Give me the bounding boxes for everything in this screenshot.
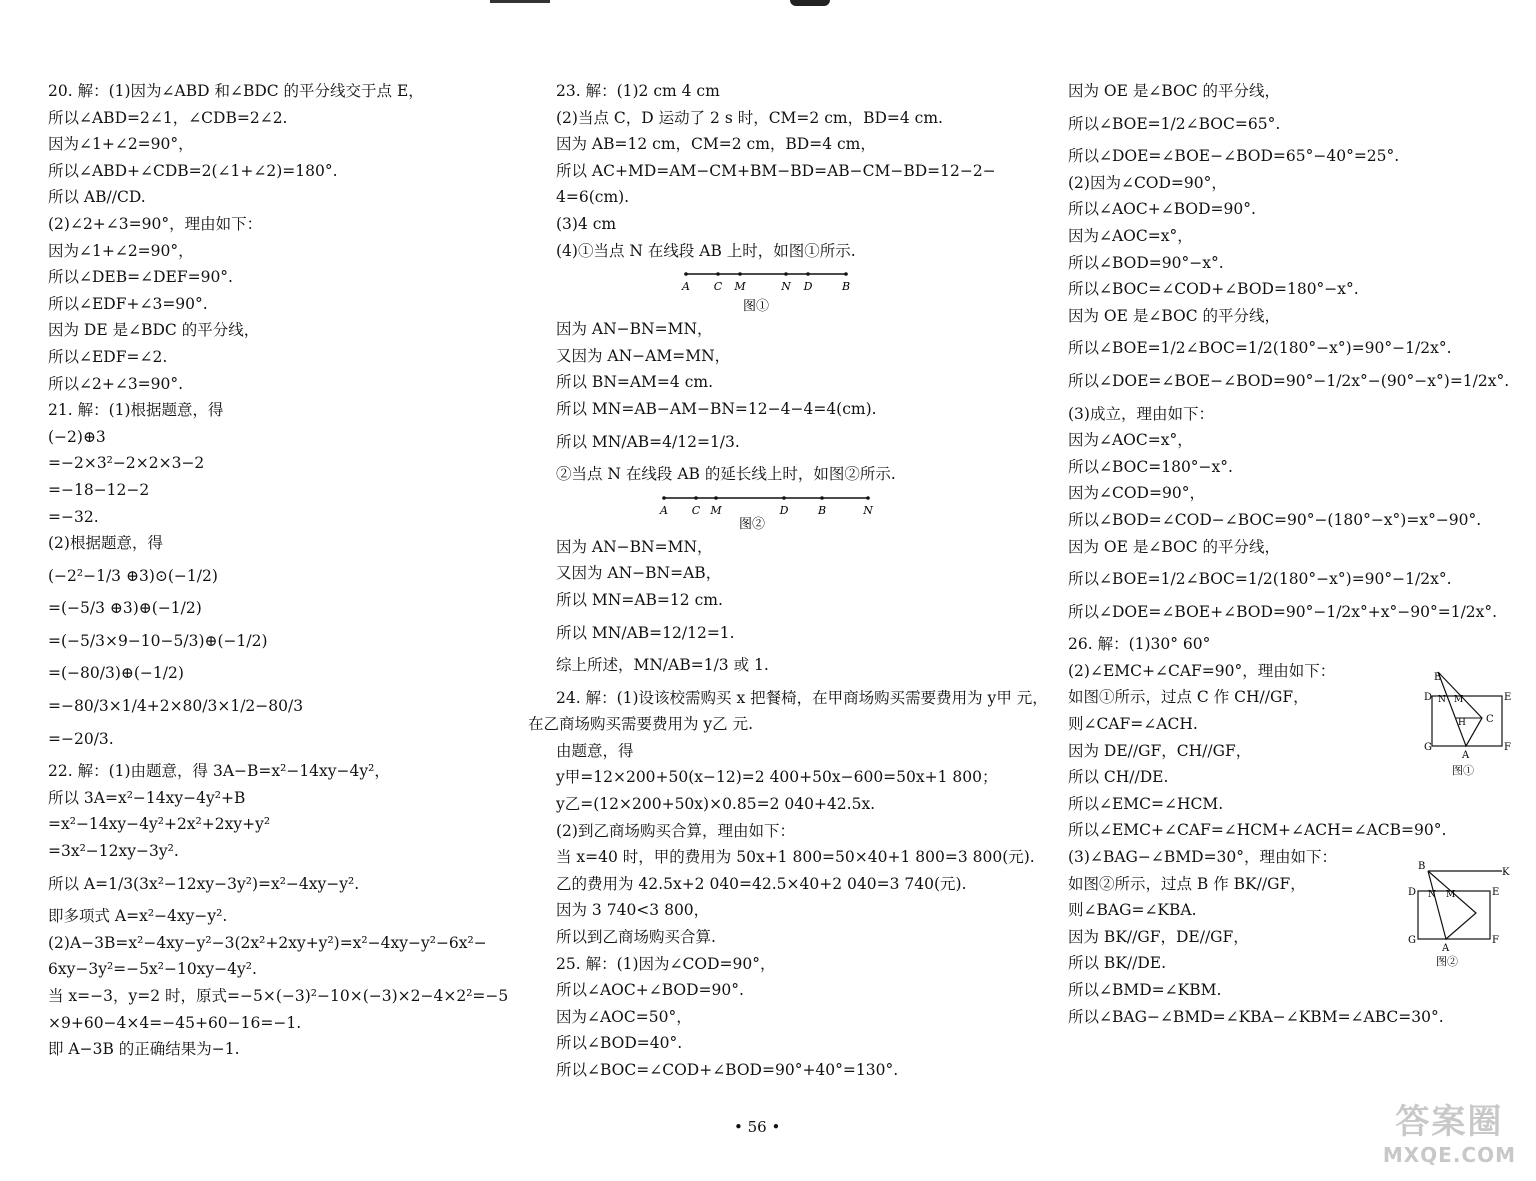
text-line: 6xy−3y²=−5x²−10xy−4y². (48, 960, 257, 979)
segment-point (866, 496, 870, 500)
text-line: 因为 DE 是∠BDC 的平分线， (48, 321, 260, 340)
text-line: =(−5/3 ⊕3)⊕(−1/2) (48, 599, 202, 618)
segment-figure-1-svg (556, 264, 1016, 316)
text-line: 所以∠EMC=∠HCM. (1068, 794, 1224, 813)
text-line: 所以 3A=x²−14xy−4y²+B (48, 788, 246, 807)
segment-point (820, 496, 824, 500)
figure-label: F (1504, 742, 1511, 754)
segment-point-label: C (713, 280, 723, 294)
top-scan-mark-center (790, 0, 830, 6)
text-line: 因为 AN−BN=MN， (556, 320, 713, 339)
text-line: 所以 MN/AB=4/12=1/3. (556, 432, 740, 451)
text-line: 因为∠AOC=x°， (1068, 226, 1193, 245)
text-line: 因为 AN−BN=MN， (556, 537, 713, 556)
figure-line (1466, 718, 1482, 746)
text-line: 24. 解：(1)设该校需购买 x 把餐椅，在甲商场购买需要费用为 y甲 元， (556, 688, 1048, 707)
figure-label: A (1462, 750, 1470, 762)
segment-point (738, 272, 742, 276)
figure-label: B (1418, 860, 1426, 872)
text-line: (3)成立，理由如下： (1068, 404, 1214, 423)
text-line: 则∠CAF=∠ACH. (1068, 715, 1198, 734)
q26-part2-block (1068, 672, 1512, 817)
segment-point (782, 496, 786, 500)
segment-point-label: D (803, 280, 813, 294)
figure-label: N (1428, 889, 1436, 900)
text-line: =−2×3²−2×2×3−2 (48, 454, 205, 473)
watermark (1383, 1094, 1516, 1167)
segment-point-label: M (710, 503, 722, 517)
column-2 (528, 78, 1048, 1084)
text-line: 因为 DE//GF，CH//GF， (1068, 741, 1252, 760)
text-line: y乙=(12×200+50x)×0.85=2 040+42.5x. (556, 795, 876, 814)
text-line: 所以 MN=AB−AM−BN=12−4−4=4(cm). (556, 399, 877, 418)
watermark-site: MXQE.COM (1382, 1143, 1516, 1167)
figure-label: F (1492, 934, 1499, 946)
segment-point (684, 272, 688, 276)
segment-point-label: C (691, 503, 701, 517)
text-line: (3)4 cm (556, 214, 617, 233)
text-line: 25. 解：(1)因为∠COD=90°， (556, 954, 776, 973)
text-line: ×9+60−4×4=−45+60−16=−1. (48, 1013, 302, 1032)
text-line: 23. 解：(1)2 cm 4 cm (556, 82, 720, 100)
text-line: 因为∠COD=90°， (1068, 484, 1205, 503)
text-line: 又因为 AN−AM=MN， (556, 346, 731, 365)
text-line: 所以∠BOD=∠COD−∠BOC=90°−(180°−x°)=x°−90°. (1068, 510, 1482, 529)
segment-point-label: N (863, 503, 873, 517)
text-line: 所以∠BAG−∠BMD=∠KBA−∠KBM=∠ABC=30°. (1068, 1007, 1444, 1026)
segment-point-label: A (660, 503, 668, 517)
segment-point-label: B (841, 280, 851, 294)
figure-label: M (1454, 695, 1464, 706)
text-line: 即 A−3B 的正确结果为−1. (48, 1040, 240, 1059)
text-line: 又因为 AN−BN=AB， (556, 564, 722, 583)
text-line: 所以∠EDF=∠2. (48, 347, 168, 366)
segment-point (716, 272, 720, 276)
text-line: (2)因为∠COD=90°， (1068, 173, 1227, 192)
text-line: 所以 MN/AB=12/12=1. (556, 623, 735, 642)
text-line: 所以 CH//DE. (1068, 768, 1169, 787)
text-line: 所以∠BOD=90°−x°. (1068, 253, 1224, 272)
segment-point-label: M (734, 280, 746, 294)
figure-label: M (1446, 889, 1456, 900)
text-line: (2)∠2+∠3=90°，理由如下： (48, 214, 263, 233)
text-line: 所以∠DOE=∠BOE−∠BOD=65°−40°=25°. (1068, 147, 1400, 166)
text-line: =−20/3. (48, 729, 114, 748)
text-line: 所以∠ABD=2∠1，∠CDB=2∠2. (48, 108, 288, 127)
text-line: 所以∠DOE=∠BOE+∠BOD=90°−1/2x°+x°−90°=1/2x°. (1068, 602, 1498, 621)
text-line: 乙的费用为 42.5x+2 040=42.5×40+2 040=3 740(元). (556, 874, 967, 893)
text-line: y甲=12×200+50(x−12)=2 400+50x−600=50x+1 800； (556, 768, 998, 787)
text-line: 所以∠BMD=∠KBM. (1068, 981, 1222, 999)
figure-label: E (1492, 886, 1500, 898)
figure-label: N (1438, 695, 1446, 706)
text-line: ②当点 N 在线段 AB 的延长线上时，如图②所示. (556, 465, 896, 484)
figure-label: E (1504, 692, 1512, 704)
text-line: (2)根据题意，得 (48, 534, 163, 553)
figure-caption: 图② (1436, 954, 1458, 968)
segment-point-label: D (779, 503, 789, 517)
figure-label: D (1424, 692, 1433, 704)
text-line: 所以∠BOE=1/2∠BOC=1/2(180°−x°)=90°−1/2x°. (1068, 339, 1452, 358)
text-line: 所以∠AOC+∠BOD=90°. (1068, 200, 1256, 219)
text-line: =3x²−12xy−3y². (48, 842, 179, 861)
text-line: 当 x=40 时，甲的费用为 50x+1 800=50×40+1 800=3 800(元). (556, 848, 1035, 867)
text-line: 因为 3 740<3 800， (556, 901, 710, 920)
page-number: • 56 • (734, 1118, 781, 1136)
q26-part3-block (1068, 860, 1510, 1004)
text-line: 所以 AB//CD. (48, 188, 146, 207)
segment-figure-2 (556, 488, 1016, 534)
text-line: 所以 BK//DE. (1068, 954, 1167, 973)
segment-figure-1 (556, 264, 1016, 316)
text-line: 因为 BK//GF，DE//GF， (1068, 927, 1249, 946)
text-line: (2)∠EMC+∠CAF=90°，理由如下： (1068, 661, 1336, 680)
segment-point (662, 496, 666, 500)
text-line: 即多项式 A=x²−4xy−y². (48, 907, 228, 926)
text-line: 所以∠EDF+∠3=90°. (48, 294, 208, 313)
segment-point-label: A (682, 280, 690, 294)
column-3 (1068, 78, 1512, 1030)
text-line: 所以∠BOE=1/2∠BOC=65°. (1068, 114, 1281, 133)
text-line: 当 x=−3，y=2 时，原式=−5×(−3)²−10×(−3)×2−4×2²=−5 (48, 987, 509, 1005)
figure-label: G (1408, 934, 1416, 946)
text-line: 在乙商场购买需要费用为 y乙 元. (528, 715, 754, 734)
figure-label: K (1502, 866, 1510, 878)
text-line: 所以∠BOC=∠COD+∠BOD=90°+40°=130°. (556, 1061, 899, 1079)
text-line: =−80/3×1/4+2×80/3×1/2−80/3 (48, 697, 304, 716)
text-line: =(−80/3)⊕(−1/2) (48, 664, 184, 683)
text-line: 所以到乙商场购买合算. (556, 928, 716, 947)
text-line: 因为∠AOC=50°， (556, 1007, 692, 1026)
text-line: =−18−12−2 (48, 480, 150, 499)
segment-point (714, 496, 718, 500)
text-line: 如图②所示，过点 B 作 BK//GF， (1068, 874, 1306, 893)
figure-label: B (1434, 672, 1442, 684)
text-line: 因为∠1+∠2=90°， (48, 135, 194, 154)
text-line: =x²−14xy−4y²+2x²+2xy+y² (48, 815, 271, 834)
text-line: (2)A−3B=x²−4xy−y²−3(2x²+2xy+y²)=x²−4xy−y²−6x²− (48, 933, 487, 952)
text-line: (−2²−1/3 ⊕3)⊙(−1/2) (48, 566, 218, 585)
text-line: 因为 OE 是∠BOC 的平分线， (1068, 537, 1281, 556)
text-line: 如图①所示，过点 C 作 CH//GF， (1068, 688, 1309, 707)
segment-point-label: B (817, 503, 827, 517)
text-line: 所以 MN=AB=12 cm. (556, 590, 723, 609)
watermark-logo: 答案圈 (1395, 1102, 1504, 1142)
text-line: 由题意，得 (556, 741, 634, 760)
text-line: 4=6(cm). (556, 188, 630, 207)
text-line: 综上所述，MN/AB=1/3 或 1. (556, 656, 769, 675)
figure-triangle (1438, 672, 1482, 746)
segment-point (844, 272, 848, 276)
segment-point (806, 272, 810, 276)
text-line: 所以∠BOC=∠COD+∠BOD=180°−x°. (1068, 280, 1359, 299)
text-line: (2)到乙商场购买合算，理由如下： (556, 821, 795, 840)
text-line: 20. 解：(1)因为∠ABD 和∠BDC 的平分线交于点 E， (48, 82, 424, 100)
text-line: 所以∠AOC+∠BOD=90°. (556, 981, 744, 1000)
segment-point-label: N (781, 280, 791, 294)
text-line: 因为∠AOC=x°， (1068, 431, 1193, 450)
text-line: 因为 OE 是∠BOC 的平分线， (1068, 82, 1281, 100)
text-line: 所以∠BOD=40°. (556, 1034, 683, 1053)
segment-point (694, 496, 698, 500)
column-1 (48, 78, 509, 1063)
text-line: 所以∠2+∠3=90°. (48, 374, 184, 393)
text-line: 因为∠1+∠2=90°， (48, 241, 194, 260)
text-line: 26. 解：(1)30° 60° (1068, 635, 1211, 654)
text-line: 则∠BAG=∠KBA. (1068, 901, 1197, 920)
text-line: 所以∠BOE=1/2∠BOC=1/2(180°−x°)=90°−1/2x°. (1068, 570, 1452, 589)
text-line: 所以∠EMC+∠CAF=∠HCM+∠ACH=∠ACB=90°. (1068, 821, 1447, 840)
segment-point (784, 272, 788, 276)
top-scan-mark-left (490, 0, 550, 3)
triangle-rect-figure-2 (1406, 861, 1510, 973)
figure-label: G (1424, 742, 1432, 754)
figure-caption: 图① (742, 299, 770, 315)
text-line: 因为 AB=12 cm，CM=2 cm，BD=4 cm， (556, 135, 876, 154)
text-line: 21. 解：(1)根据题意，得 (48, 401, 224, 420)
text-line: (2)当点 C，D 运动了 2 s 时，CM=2 cm，BD=4 cm. (556, 108, 943, 127)
text-line: (−2)⊕3 (48, 427, 106, 446)
text-line: 所以∠DOE=∠BOE−∠BOD=90°−1/2x°−(90°−x°)=1/2x°. (1068, 371, 1510, 390)
text-line: 所以 AC+MD=AM−CM+BM−BD=AB−CM−BD=12−2− (556, 161, 996, 180)
text-line: 所以∠ABD+∠CDB=2(∠1+∠2)=180°. (48, 161, 338, 180)
figure-triangle (1428, 871, 1476, 939)
text-line: 所以∠BOC=180°−x°. (1068, 457, 1233, 476)
triangle-rect-figure-1 (1424, 670, 1514, 782)
text-line: 所以 BN=AM=4 cm. (556, 373, 714, 392)
figure-caption: 图① (1452, 764, 1474, 778)
text-line: =−32. (48, 507, 99, 526)
text-line: (4)①当点 N 在线段 AB 上时，如图①所示. (556, 241, 856, 260)
text-line: (3)∠BAG−∠BMD=30°，理由如下： (1068, 848, 1338, 867)
text-line: 所以∠DEB=∠DEF=90°. (48, 268, 233, 287)
figure-label: A (1442, 942, 1450, 954)
text-line: 22. 解：(1)由题意，得 3A−B=x²−14xy−4y²， (48, 762, 390, 781)
figure-caption: 图② (738, 516, 766, 532)
figure-label: C (1486, 714, 1494, 726)
figure-label: H (1458, 718, 1466, 729)
text-line: 因为 OE 是∠BOC 的平分线， (1068, 306, 1281, 325)
text-line: =(−5/3×9−10−5/3)⊕(−1/2) (48, 631, 268, 650)
text-line: 所以 A=1/3(3x²−12xy−3y²)=x²−4xy−y². (48, 874, 360, 893)
figure-label: D (1408, 886, 1417, 898)
segment-figure-2-svg (556, 488, 1016, 534)
